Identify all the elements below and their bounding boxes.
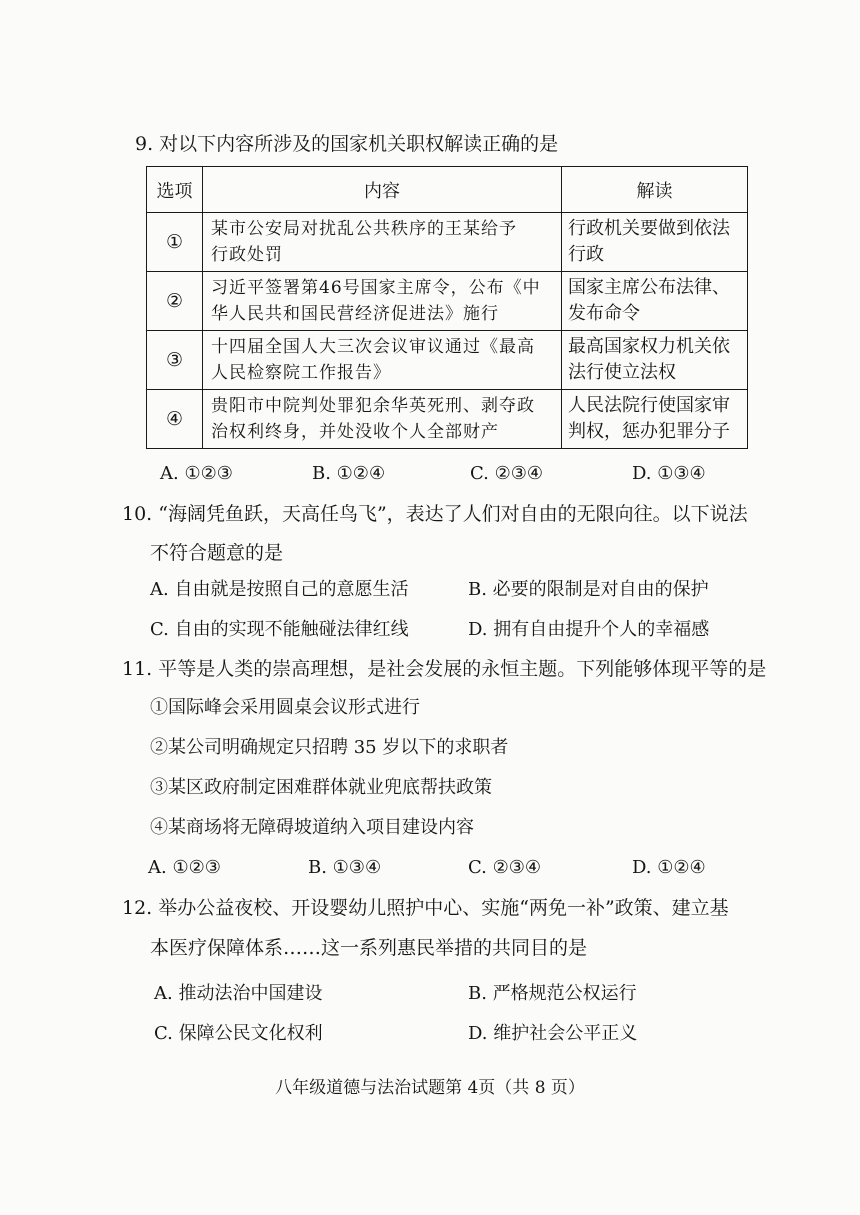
q12-option-d: D. 维护社会公平正义 <box>468 1023 638 1044</box>
q10-option-a: A. 自由就是按照自己的意愿生活 <box>150 579 409 600</box>
q12-option-a: A. 推动法治中国建设 <box>154 983 323 1004</box>
q11-stem: 11. 平等是人类的崇高理想，是社会发展的永恒主题。下列能够体现平等的是 <box>122 658 767 680</box>
q10-option-b: B. 必要的限制是对自由的保护 <box>468 579 709 600</box>
table-row <box>147 272 748 331</box>
note-line: 人民法院行使国家审 <box>568 395 730 416</box>
q9-stem: 9. 对以下内容所涉及的国家机关职权解读正确的是 <box>135 133 559 155</box>
content-line: 某市公安局对扰乱公共秩序的王某给予 <box>211 219 517 239</box>
q11-option-d: D. ①②④ <box>632 857 706 878</box>
note-line: 行政机关要做到依法 <box>568 218 730 239</box>
q11-option-b: B. ①③④ <box>308 857 382 878</box>
note-line: 法行使立法权 <box>568 362 676 383</box>
q10-stem-line1: 10. “海阔凭鱼跃，天高任鸟飞”，表达了人们对自由的无限向往。以下说法 <box>122 503 748 525</box>
content-line: 行政处罚 <box>211 245 283 265</box>
row-note <box>562 331 748 390</box>
q11-option-a: A. ①②③ <box>148 857 221 878</box>
content-line: 贵阳市中院判处罪犯余华英死刑、剥夺政 <box>211 396 535 416</box>
q9-option-b: B. ①②④ <box>312 463 386 484</box>
q12-stem-line1: 12. 举办公益夜校、开设婴幼儿照护中心、实施“两免一补”政策、建立基 <box>122 897 729 919</box>
header-content: 内容 <box>203 167 562 213</box>
content-line: 治权利终身，并处没收个人全部财产 <box>211 422 499 442</box>
q11-option-c: C. ②③④ <box>468 857 541 878</box>
q12-stem-line2: 本医疗保障体系……这一系列惠民举措的共同目的是 <box>150 937 588 959</box>
content-line: 华人民共和国民营经济促进法》施行 <box>211 304 499 324</box>
note-line: 行政 <box>568 244 604 265</box>
q11-item-2: ②某公司明确规定只招聘 35 岁以下的求职者 <box>150 737 509 758</box>
table-row <box>147 390 748 449</box>
row-note <box>562 213 748 272</box>
q9-table <box>146 166 748 449</box>
header-interpretation: 解读 <box>562 167 748 213</box>
note-line: 判权，惩办犯罪分子 <box>568 421 730 442</box>
content-line: 十四届全国人大三次会议审议通过《最高 <box>211 337 535 357</box>
row-content <box>203 272 562 331</box>
q11-item-3: ③某区政府制定困难群体就业兜底帮扶政策 <box>150 777 492 798</box>
row-note <box>562 390 748 449</box>
note-line: 最高国家权力机关依 <box>568 336 730 357</box>
note-line: 发布命令 <box>568 303 640 324</box>
row-note <box>562 272 748 331</box>
header-option: 选项 <box>147 167 203 213</box>
q10-option-c: C. 自由的实现不能触碰法律红线 <box>150 619 409 640</box>
table-row <box>147 331 748 390</box>
q10-option-d: D. 拥有自由提升个人的幸福感 <box>468 619 710 640</box>
q9-option-d: D. ①③④ <box>632 463 706 484</box>
row-number: ① <box>147 213 203 272</box>
q11-item-4: ④某商场将无障碍坡道纳入项目建设内容 <box>150 817 474 838</box>
row-number: ③ <box>147 331 203 390</box>
q12-option-c: C. 保障公民文化权利 <box>154 1023 323 1044</box>
row-number: ④ <box>147 390 203 449</box>
row-number: ② <box>147 272 203 331</box>
content-line: 习近平签署第46号国家主席令，公布《中 <box>211 278 541 298</box>
table-row <box>147 213 748 272</box>
row-content <box>203 331 562 390</box>
row-content <box>203 390 562 449</box>
q10-stem-line2: 不符合题意的是 <box>150 542 284 564</box>
q11-item-1: ①国际峰会采用圆桌会议形式进行 <box>150 697 420 718</box>
q9-table-header <box>147 167 748 213</box>
note-line: 国家主席公布法律、 <box>568 277 730 298</box>
q9-option-a: A. ①②③ <box>160 463 233 484</box>
row-content <box>203 213 562 272</box>
page-footer: 八年级道德与法治试题第 4页（共 8 页） <box>275 1078 585 1098</box>
q9-option-c: C. ②③④ <box>470 463 543 484</box>
q12-option-b: B. 严格规范公权运行 <box>468 983 637 1004</box>
content-line: 人民检察院工作报告》 <box>211 363 391 383</box>
